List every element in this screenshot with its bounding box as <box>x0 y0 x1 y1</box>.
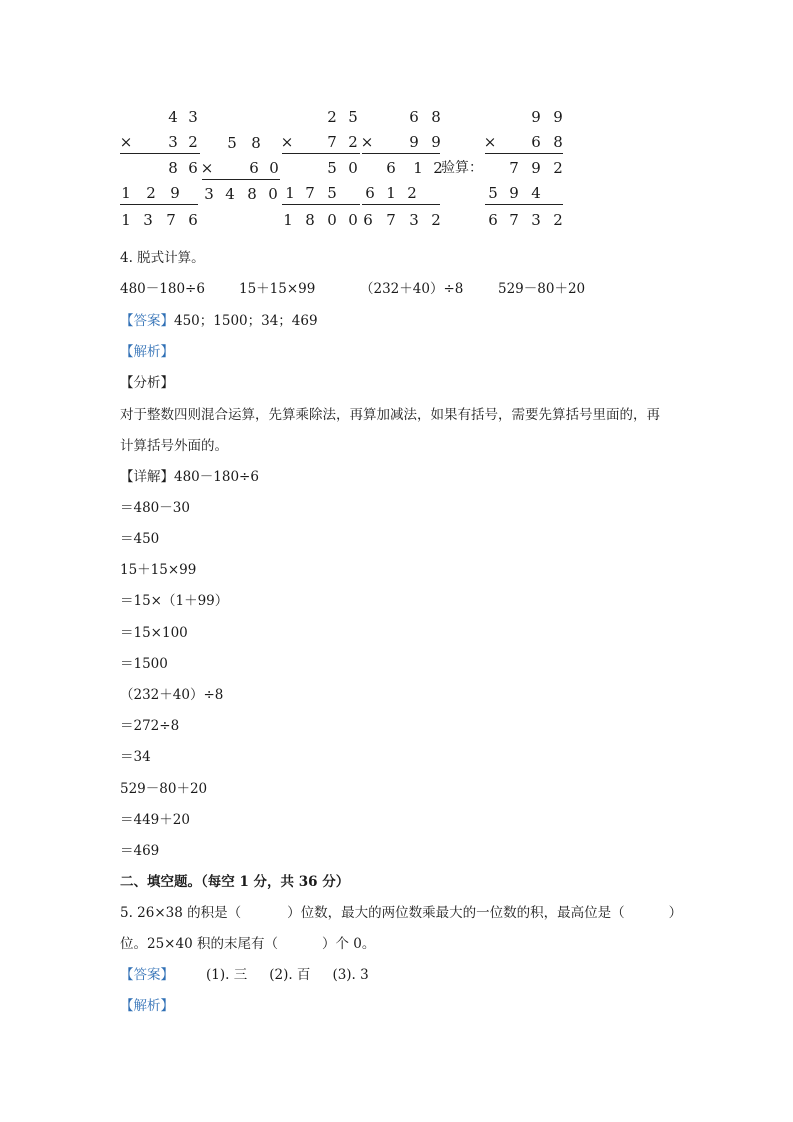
calc-e-digit: 9 <box>553 108 563 126</box>
calc-c-digit: 2 <box>348 133 358 151</box>
calc-c-times-sign: × <box>280 133 294 151</box>
calc-c-digit: 8 <box>305 211 315 229</box>
calc-a-digit: 6 <box>188 211 198 229</box>
calc-d-digit: 6 <box>409 108 419 126</box>
calc-d-times-sign: × <box>360 133 374 151</box>
q4-step: （232＋40）÷8 <box>120 687 224 703</box>
calc-c-digit: 7 <box>305 184 315 202</box>
calc-d-digit: 3 <box>409 211 419 229</box>
q4-expression: 480－180÷6 <box>120 281 205 297</box>
calc-d-digit: 6 <box>386 159 396 177</box>
calc-c-digit: 0 <box>327 211 337 229</box>
calc-a-digit: 3 <box>188 108 198 126</box>
q4-step: ＝449＋20 <box>120 812 190 828</box>
calc-e-digit: 9 <box>509 184 519 202</box>
calc-c-digit: 5 <box>327 184 337 202</box>
calc-a-digit: 1 <box>121 211 131 229</box>
calc-d-digit: 1 <box>386 184 396 202</box>
detail-first-expr: 480－180÷6 <box>174 469 259 485</box>
q4-step: ＝450 <box>120 531 160 547</box>
calc-b-digit: 4 <box>225 185 235 203</box>
q5-line2 <box>120 934 375 954</box>
calc-d-digit: 9 <box>409 133 419 151</box>
q4-step: ＝15×100 <box>120 625 188 641</box>
calc-a-digit: 6 <box>188 159 198 177</box>
q5-text: ）位数，最大的两位数乘最大的一位数的积，最高位是（ <box>287 905 625 921</box>
calc-e-digit: 9 <box>531 108 541 126</box>
calc-a-rule <box>120 204 198 205</box>
section2-title: 二、填空题。（每空 1 分，共 36 分） <box>120 874 350 890</box>
calc-e-digit: 4 <box>531 184 541 202</box>
calc-e-digit: 5 <box>488 184 498 202</box>
calc-e-rule <box>485 153 563 154</box>
calc-d-digit: 1 <box>413 159 423 177</box>
q4-detail <box>120 467 259 487</box>
calc-e-digit: 2 <box>553 211 563 229</box>
calc-b-digit: 8 <box>247 185 257 203</box>
calc-b-digit: 0 <box>269 159 279 177</box>
calc-a-digit: 8 <box>168 159 178 177</box>
q5-text: ） <box>668 905 683 921</box>
q5-text: 5. 26×38 的积是（ <box>120 905 242 921</box>
calc-a-digit: 1 <box>121 184 131 202</box>
calc-e-digit: 9 <box>531 159 541 177</box>
calc-e-digit: 6 <box>488 211 498 229</box>
calc-b-digit: 3 <box>204 185 214 203</box>
calc-a-rule <box>120 153 200 154</box>
calc-e-rule <box>485 204 563 205</box>
calc-c-digit: 1 <box>283 211 293 229</box>
calc-c-digit: 5 <box>348 108 358 126</box>
q4-step: ＝1500 <box>120 656 168 672</box>
answer-tag: 【答案】 <box>120 313 174 329</box>
calc-c-rule <box>282 153 360 154</box>
calc-e-digit: 8 <box>553 133 563 151</box>
calc-d-digit: 2 <box>431 211 441 229</box>
q5-answer <box>120 965 369 985</box>
answer-text: 450；1500；34；469 <box>174 313 318 329</box>
calc-a-digit: 7 <box>166 211 176 229</box>
q4-step: ＝15×（1＋99） <box>120 593 229 609</box>
calc-a-digit: 3 <box>168 133 178 151</box>
q4-fenxi-tag: 【分析】 <box>120 375 174 391</box>
q4-fenxi-line2: 计算括号外面的。 <box>120 438 228 454</box>
q4-answer <box>120 311 318 331</box>
calc-a-digit: 2 <box>146 184 156 202</box>
detail-tag: 【详解】 <box>120 469 174 485</box>
q4-step: ＝469 <box>120 843 160 859</box>
calc-e-digit: 7 <box>509 211 519 229</box>
q5-answer-3: (3). 3 <box>332 967 369 983</box>
calc-a-digit: 3 <box>143 211 153 229</box>
q4-expression: （232＋40）÷8 <box>360 281 464 297</box>
calc-c-rule <box>282 204 360 205</box>
q5-jiexi-tag: 【解析】 <box>120 998 174 1014</box>
q4-jiexi-tag: 【解析】 <box>120 344 174 360</box>
q4-step: ＝480－30 <box>120 500 190 516</box>
q4-step: 15＋15×99 <box>120 562 197 578</box>
calc-d-digit: 8 <box>431 108 441 126</box>
calc-e-times-sign: × <box>483 133 497 151</box>
calc-c-digit: 5 <box>327 159 337 177</box>
calc-e-digit: 6 <box>531 133 541 151</box>
calc-e-digit: 7 <box>509 159 519 177</box>
q5-text: ）个 0。 <box>321 936 376 952</box>
q4-fenxi-line1: 对于整数四则混合运算，先算乘除法，再算加减法，如果有括号，需要先算括号里面的，再 <box>120 407 660 423</box>
q4-expression: 15＋15×99 <box>239 281 316 297</box>
calc-d-digit: 9 <box>431 133 441 151</box>
calc-d-digit: 2 <box>433 159 443 177</box>
calc-b-digit: 0 <box>268 185 278 203</box>
q4-title: 4. 脱式计算。 <box>120 250 205 266</box>
calc-c-digit: 0 <box>348 159 358 177</box>
calc-c-digit: 2 <box>327 108 337 126</box>
q4-expression: 529－80＋20 <box>498 281 586 297</box>
calc-a-digit: 4 <box>168 108 178 126</box>
q5-answer-1: (1). 三 <box>206 967 248 983</box>
calc-b-digit: 6 <box>249 159 259 177</box>
answer-tag: 【答案】 <box>120 967 174 983</box>
calc-e-digit: 2 <box>553 159 563 177</box>
calc-d-digit: 7 <box>386 211 396 229</box>
calc-b-digit: 8 <box>251 134 261 152</box>
q4-step: 529－80＋20 <box>120 781 208 797</box>
calc-d-digit: 2 <box>407 184 417 202</box>
calc-c-digit: 0 <box>348 211 358 229</box>
q5-text: 位。25×40 积的末尾有（ <box>120 936 278 952</box>
calc-a-digit: 9 <box>170 184 180 202</box>
q4-step: ＝34 <box>120 749 151 765</box>
calc-c-digit: 7 <box>327 133 337 151</box>
check-label: 验算： <box>441 160 483 176</box>
calc-b-digit: 5 <box>227 134 237 152</box>
calc-d-rule <box>362 153 440 154</box>
calc-a-times-sign: × <box>119 133 133 151</box>
calc-e-digit: 3 <box>531 211 541 229</box>
calc-d-digit: 6 <box>365 184 375 202</box>
calc-d-digit: 6 <box>363 211 373 229</box>
q5-answer-2: (2). 百 <box>269 967 311 983</box>
calc-d-rule <box>362 204 440 205</box>
calc-b-times-sign: × <box>200 159 214 177</box>
calc-b-rule <box>202 179 280 180</box>
q4-step: ＝272÷8 <box>120 718 180 734</box>
calc-c-digit: 1 <box>285 184 295 202</box>
q5-line1 <box>120 903 682 923</box>
calc-a-digit: 2 <box>188 133 198 151</box>
